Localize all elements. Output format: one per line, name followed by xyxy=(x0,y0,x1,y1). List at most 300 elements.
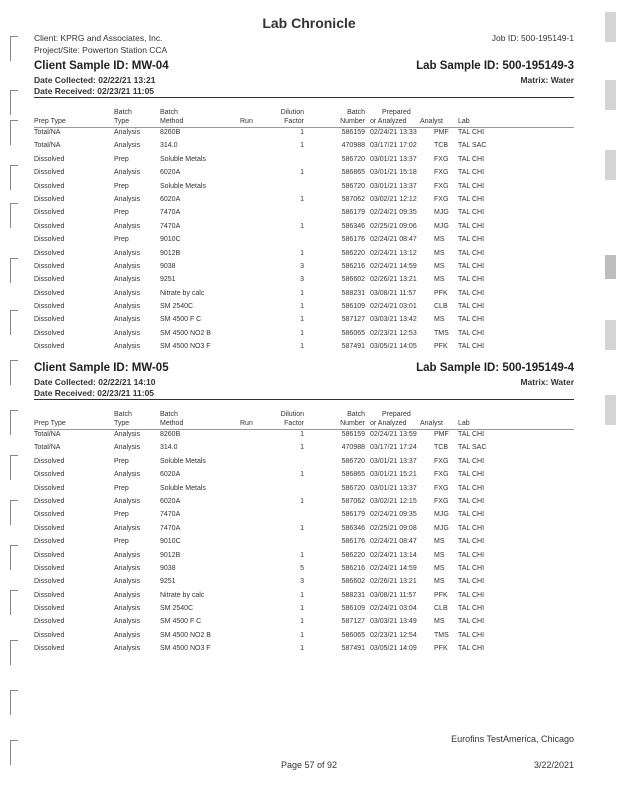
table-cell: Dissolved xyxy=(34,618,65,626)
col-method-1: Batch xyxy=(160,411,178,418)
col-dilution-1: Dilution xyxy=(280,109,304,116)
col-method-2: Method xyxy=(160,420,184,427)
table-cell: 1 xyxy=(300,618,304,626)
margin-bracket xyxy=(10,90,18,115)
table-cell: 586065 xyxy=(341,631,365,639)
table-cell: Analysis xyxy=(114,631,141,639)
table-cell: Analysis xyxy=(114,444,141,452)
date-collected: Date Collected: 02/22/21 14:10 xyxy=(34,377,156,387)
table-cell: 470988 xyxy=(341,142,365,150)
sample1-table xyxy=(34,127,574,355)
col-analyst: Analyst xyxy=(420,420,443,427)
table-cell: 1 xyxy=(300,329,304,337)
table-cell: 02/24/21 13:14 xyxy=(370,551,417,559)
table-cell: 9012B xyxy=(160,551,181,559)
table-cell: Analysis xyxy=(114,142,141,150)
col-batch-type-1: Batch xyxy=(114,109,132,116)
table-cell: TAL CHI xyxy=(458,182,485,190)
table-cell: 02/25/21 09:06 xyxy=(370,222,417,230)
table-cell: 1 xyxy=(300,169,304,177)
table-cell: Analysis xyxy=(114,262,141,270)
table-cell: 586346 xyxy=(341,222,365,230)
table-cell: 03/01/21 15:21 xyxy=(370,471,417,479)
table-cell: Analysis xyxy=(114,222,141,230)
matrix: Matrix: Water xyxy=(520,75,574,85)
table-cell: 03/01/21 13:37 xyxy=(370,182,417,190)
table-row xyxy=(34,429,574,442)
table-cell: Analysis xyxy=(114,276,141,284)
table-cell: TAL CHI xyxy=(458,551,485,559)
table-cell: TAL CHI xyxy=(458,497,485,505)
table-cell: MS xyxy=(434,578,445,586)
table-cell: Dissolved xyxy=(34,155,65,163)
table-cell: MJG xyxy=(434,209,449,217)
table-cell: 1 xyxy=(300,343,304,351)
table-cell: TAL CHI xyxy=(458,645,485,653)
table-cell: 9251 xyxy=(160,578,176,586)
scan-mark xyxy=(605,80,616,110)
table-cell: 9010C xyxy=(160,236,181,244)
table-cell: 03/03/21 13:42 xyxy=(370,316,417,324)
margin-bracket xyxy=(10,545,18,570)
table-cell: TAL CHI xyxy=(458,236,485,244)
table-cell: 587491 xyxy=(341,343,365,351)
table-row xyxy=(34,590,574,603)
margin-bracket xyxy=(10,36,18,61)
table-cell: TAL CHI xyxy=(458,222,485,230)
table-cell: MS xyxy=(434,249,445,257)
table-row xyxy=(34,248,574,261)
table-cell: TAL SAC xyxy=(458,142,487,150)
table-cell: PMF xyxy=(434,431,449,438)
margin-bracket xyxy=(10,165,18,190)
table-cell: 03/05/21 14:05 xyxy=(370,343,417,351)
table-cell: Analysis xyxy=(114,129,141,136)
footer-page-number: Page 57 of 92 xyxy=(280,760,338,770)
table-cell: MS xyxy=(434,276,445,284)
table-row xyxy=(34,496,574,509)
table-cell: 02/24/21 13:59 xyxy=(370,431,417,438)
table-cell: Dissolved xyxy=(34,631,65,639)
table-cell: 587062 xyxy=(341,497,365,505)
date-collected-line xyxy=(34,75,574,85)
table-cell: Total/NA xyxy=(34,129,61,136)
table-cell: Dissolved xyxy=(34,289,65,297)
table-cell: Analysis xyxy=(114,329,141,337)
table-cell: TCB xyxy=(434,142,448,150)
col-batch-type-1: Batch xyxy=(114,411,132,418)
scan-mark xyxy=(605,320,616,350)
table-cell: Prep xyxy=(114,511,129,519)
table-row xyxy=(34,643,574,656)
table-cell: Analysis xyxy=(114,471,141,479)
table-cell: 03/03/21 13:49 xyxy=(370,618,417,626)
table-cell: SM 2540C xyxy=(160,303,194,311)
table-row xyxy=(34,469,574,482)
table-cell: MS xyxy=(434,236,445,244)
table-cell: 9038 xyxy=(160,564,176,572)
table-cell: MJG xyxy=(434,511,449,519)
margin-bracket xyxy=(10,500,18,525)
table-cell: Nitrate by calc xyxy=(160,591,205,599)
table-row xyxy=(34,314,574,327)
table-row xyxy=(34,576,574,589)
table-cell: 03/01/21 15:18 xyxy=(370,169,417,177)
table-cell: Dissolved xyxy=(34,316,65,324)
margin-bracket xyxy=(10,455,18,480)
table-cell: 1 xyxy=(300,605,304,613)
table-cell: TAL CHI xyxy=(458,457,485,465)
col-batch-number-2: Number xyxy=(340,420,365,427)
margin-bracket xyxy=(10,640,18,665)
table-cell: 1 xyxy=(300,591,304,599)
table-cell: TAL CHI xyxy=(458,618,485,626)
table-cell: 9012B xyxy=(160,249,181,257)
table-cell: Analysis xyxy=(114,195,141,203)
table-cell: TMS xyxy=(434,329,449,337)
table-cell: TAL CHI xyxy=(458,329,485,337)
margin-bracket xyxy=(10,203,18,228)
table-row xyxy=(34,536,574,549)
table-cell: 314.0 xyxy=(160,444,178,452)
table-cell: Soluble Metals xyxy=(160,182,206,190)
table-cell: 586720 xyxy=(341,182,365,190)
table-cell: 02/24/21 14:59 xyxy=(370,262,417,270)
table-cell: Prep xyxy=(114,155,129,163)
table-cell: 03/08/21 11:57 xyxy=(370,289,417,297)
lab-sample-id: Lab Sample ID: 500-195149-4 xyxy=(416,362,574,374)
table-cell: FXG xyxy=(434,497,449,505)
table-row xyxy=(34,181,574,194)
table-row xyxy=(34,563,574,576)
table-cell: 587127 xyxy=(341,316,365,324)
table-cell: 6020A xyxy=(160,169,181,177)
table-cell: 587491 xyxy=(341,645,365,653)
table-row xyxy=(34,207,574,220)
table-cell: 7470A xyxy=(160,209,181,217)
table-cell: Prep xyxy=(114,457,129,465)
table-cell: Dissolved xyxy=(34,538,65,546)
margin-bracket xyxy=(10,310,18,335)
table-cell: TAL CHI xyxy=(458,511,485,519)
margin-bracket xyxy=(10,410,18,435)
table-row xyxy=(34,194,574,207)
table-cell: 586220 xyxy=(341,249,365,257)
table-cell: 586865 xyxy=(341,471,365,479)
table-cell: TAL CHI xyxy=(458,262,485,270)
table-cell: TAL CHI xyxy=(458,564,485,572)
client-sample-id: Client Sample ID: MW-05 xyxy=(34,362,169,374)
table-cell: Dissolved xyxy=(34,182,65,190)
table-cell: 586109 xyxy=(341,303,365,311)
table-cell: 586602 xyxy=(341,578,365,586)
table-cell: Prep xyxy=(114,182,129,190)
col-prepared-1: Prepared xyxy=(382,411,411,418)
table-row xyxy=(34,442,574,455)
date-collected-line xyxy=(34,377,574,387)
table-cell: FXG xyxy=(434,169,449,177)
table-cell: 586176 xyxy=(341,538,365,546)
table-cell: Analysis xyxy=(114,289,141,297)
table-cell: 9010C xyxy=(160,538,181,546)
table-cell: Dissolved xyxy=(34,222,65,230)
table-cell: Analysis xyxy=(114,564,141,572)
table-cell: PFK xyxy=(434,591,448,599)
table-cell: 586179 xyxy=(341,511,365,519)
table-row xyxy=(34,301,574,314)
table-cell: TAL CHI xyxy=(458,538,485,546)
table-cell: 02/23/21 12:54 xyxy=(370,631,417,639)
col-dilution-2: Factor xyxy=(284,420,304,427)
table-cell: TAL CHI xyxy=(458,289,485,297)
table-row xyxy=(34,328,574,341)
table-cell: Total/NA xyxy=(34,431,61,438)
table-cell: MJG xyxy=(434,524,449,532)
table-cell: Total/NA xyxy=(34,444,61,452)
table-cell: 1 xyxy=(300,289,304,297)
table-cell: 587127 xyxy=(341,618,365,626)
table-row xyxy=(34,509,574,522)
client-name: Client: KPRG and Associates, Inc. xyxy=(34,33,163,43)
table-cell: SM 2540C xyxy=(160,605,194,613)
table-cell: 02/24/21 13:12 xyxy=(370,249,417,257)
table-cell: 586065 xyxy=(341,329,365,337)
table-cell: PFK xyxy=(434,645,448,653)
table-cell: 586159 xyxy=(341,129,365,136)
table-cell: FXG xyxy=(434,195,449,203)
table-row xyxy=(34,616,574,629)
table-cell: 1 xyxy=(300,645,304,653)
table-cell: TAL CHI xyxy=(458,249,485,257)
table-cell: Analysis xyxy=(114,169,141,177)
table-cell: MS xyxy=(434,618,445,626)
table-cell: Dissolved xyxy=(34,343,65,351)
table-cell: FXG xyxy=(434,471,449,479)
table-cell: Analysis xyxy=(114,249,141,257)
table-cell: 5 xyxy=(300,564,304,572)
table-cell: 586346 xyxy=(341,524,365,532)
table-cell: Analysis xyxy=(114,316,141,324)
table-cell: SM 4500 NO2 B xyxy=(160,329,211,337)
table-cell: Prep xyxy=(114,209,129,217)
table-cell: TAL CHI xyxy=(458,169,485,177)
col-batch-number-1: Batch xyxy=(347,109,365,116)
table-cell: TMS xyxy=(434,631,449,639)
table-cell: 03/17/21 17:24 xyxy=(370,444,417,452)
table-cell: Dissolved xyxy=(34,276,65,284)
table-cell: SM 4500 NO3 F xyxy=(160,343,211,351)
table-row xyxy=(34,140,574,153)
table-cell: FXG xyxy=(434,155,449,163)
table-cell: 02/23/21 12:53 xyxy=(370,329,417,337)
table-cell: 02/26/21 13:21 xyxy=(370,276,417,284)
table-cell: TCB xyxy=(434,444,448,452)
lab-sample-id: Lab Sample ID: 500-195149-3 xyxy=(416,60,574,72)
table-cell: Analysis xyxy=(114,343,141,351)
table-cell: TAL CHI xyxy=(458,631,485,639)
table-cell: TAL CHI xyxy=(458,129,485,136)
table-row xyxy=(34,274,574,287)
table-cell: CLB xyxy=(434,303,448,311)
table-cell: 314.0 xyxy=(160,142,178,150)
table-cell: 3 xyxy=(300,276,304,284)
table-cell: SM 4500 F C xyxy=(160,618,202,626)
table-cell: 02/26/21 13:21 xyxy=(370,578,417,586)
table-cell: 586179 xyxy=(341,209,365,217)
table-cell: Dissolved xyxy=(34,511,65,519)
table-cell: 02/24/21 14:59 xyxy=(370,564,417,572)
table-cell: 1 xyxy=(300,444,304,452)
table-cell: MS xyxy=(434,538,445,546)
footer-company: Eurofins TestAmerica, Chicago xyxy=(451,734,574,744)
table-cell: Nitrate by calc xyxy=(160,289,205,297)
table-cell: TAL CHI xyxy=(458,524,485,532)
margin-bracket xyxy=(10,360,18,385)
table-cell: 588231 xyxy=(341,591,365,599)
table-row xyxy=(34,630,574,643)
table-cell: TAL CHI xyxy=(458,471,485,479)
table-cell: 02/24/21 13:33 xyxy=(370,129,417,136)
table-cell: 586176 xyxy=(341,236,365,244)
table-cell: Soluble Metals xyxy=(160,484,206,492)
scan-mark xyxy=(605,150,616,180)
table-cell: TAL CHI xyxy=(458,484,485,492)
table-cell: Analysis xyxy=(114,497,141,505)
table-cell: CLB xyxy=(434,605,448,613)
table-cell: Prep xyxy=(114,484,129,492)
date-received: Date Received: 02/23/21 11:05 xyxy=(34,86,155,96)
table-cell: 1 xyxy=(300,524,304,532)
table-cell: TAL CHI xyxy=(458,155,485,163)
table-cell: 9251 xyxy=(160,276,176,284)
table-cell: 586865 xyxy=(341,169,365,177)
table-cell: 02/24/21 03:04 xyxy=(370,605,417,613)
col-analyst: Analyst xyxy=(420,118,443,125)
table-cell: SM 4500 NO2 B xyxy=(160,631,211,639)
table-cell: TAL CHI xyxy=(458,605,485,613)
table-cell: 1 xyxy=(300,142,304,150)
table-row xyxy=(34,261,574,274)
table-cell: 1 xyxy=(300,316,304,324)
table-cell: MS xyxy=(434,316,445,324)
table-row xyxy=(34,234,574,247)
table-row xyxy=(34,341,574,354)
table-cell: Dissolved xyxy=(34,236,65,244)
table-cell: Analysis xyxy=(114,524,141,532)
date-collected: Date Collected: 02/22/21 13:21 xyxy=(34,75,156,85)
table-cell: 6020A xyxy=(160,497,181,505)
col-dilution-1: Dilution xyxy=(280,411,304,418)
table-cell: 1 xyxy=(300,249,304,257)
table-cell: PMF xyxy=(434,129,449,136)
table-cell: Soluble Metals xyxy=(160,155,206,163)
table-row xyxy=(34,483,574,496)
table-cell: 470988 xyxy=(341,444,365,452)
col-batch-type-2: Type xyxy=(114,420,130,427)
table-cell: 6020A xyxy=(160,195,181,203)
table-cell: TAL CHI xyxy=(458,591,485,599)
sample2-table xyxy=(34,429,574,657)
table-cell: Dissolved xyxy=(34,195,65,203)
table-cell: 1 xyxy=(300,497,304,505)
table-cell: Dissolved xyxy=(34,564,65,572)
table-cell: TAL CHI xyxy=(458,303,485,311)
table-cell: TAL CHI xyxy=(458,578,485,586)
table-cell: 586602 xyxy=(341,276,365,284)
table-row xyxy=(34,221,574,234)
table-cell: Dissolved xyxy=(34,484,65,492)
table-cell: TAL CHI xyxy=(458,276,485,284)
table-cell: Dissolved xyxy=(34,457,65,465)
table-cell: 02/24/21 08:47 xyxy=(370,538,417,546)
table-cell: 586720 xyxy=(341,484,365,492)
scan-mark xyxy=(605,395,616,425)
table-cell: 3 xyxy=(300,262,304,270)
table-cell: 1 xyxy=(300,551,304,559)
col-prepared-2: or Analyzed xyxy=(370,420,407,427)
table-cell: 7470A xyxy=(160,222,181,230)
col-batch-number-1: Batch xyxy=(347,411,365,418)
table-cell: Analysis xyxy=(114,591,141,599)
table-cell: 7470A xyxy=(160,524,181,532)
table-cell: TAL CHI xyxy=(458,343,485,351)
footer-date: 3/22/2021 xyxy=(533,760,574,770)
page-title: Lab Chronicle xyxy=(262,15,356,31)
table-cell: TAL CHI xyxy=(458,195,485,203)
table-cell: MJG xyxy=(434,222,449,230)
table-cell: MS xyxy=(434,262,445,270)
table-cell: Dissolved xyxy=(34,169,65,177)
table-row xyxy=(34,154,574,167)
table-cell: 586159 xyxy=(341,431,365,438)
table-row xyxy=(34,288,574,301)
table-cell: 03/17/21 17:02 xyxy=(370,142,417,150)
table-cell: Dissolved xyxy=(34,471,65,479)
table-cell: Dissolved xyxy=(34,645,65,653)
table-cell: 1 xyxy=(300,195,304,203)
table-cell: Analysis xyxy=(114,605,141,613)
table-cell: 03/02/21 12:15 xyxy=(370,497,417,505)
col-dilution-2: Factor xyxy=(284,118,304,125)
margin-bracket xyxy=(10,258,18,283)
col-run: Run xyxy=(240,118,253,125)
table-cell: 1 xyxy=(300,631,304,639)
margin-bracket xyxy=(10,590,18,615)
table-cell: MS xyxy=(434,551,445,559)
table-cell: Dissolved xyxy=(34,209,65,217)
table-row xyxy=(34,167,574,180)
col-method-2: Method xyxy=(160,118,184,125)
table-cell: Dissolved xyxy=(34,591,65,599)
table-cell: 586220 xyxy=(341,551,365,559)
table-cell: 03/08/21 11:57 xyxy=(370,591,417,599)
table-cell: 7470A xyxy=(160,511,181,519)
table-cell: 03/01/21 13:37 xyxy=(370,457,417,465)
col-prepared-1: Prepared xyxy=(382,109,411,116)
col-run: Run xyxy=(240,420,253,427)
table-cell: TAL CHI xyxy=(458,316,485,324)
table-cell: 1 xyxy=(300,303,304,311)
table-cell: 03/05/21 14:09 xyxy=(370,645,417,653)
table-cell: 6020A xyxy=(160,471,181,479)
table-cell: 03/01/21 13:37 xyxy=(370,155,417,163)
col-lab: Lab xyxy=(458,420,470,427)
table-row xyxy=(34,127,574,140)
table-cell: 3 xyxy=(300,578,304,586)
table-cell: 02/25/21 09:08 xyxy=(370,524,417,532)
table-cell: 02/24/21 08:47 xyxy=(370,236,417,244)
table-cell: SM 4500 NO3 F xyxy=(160,645,211,653)
